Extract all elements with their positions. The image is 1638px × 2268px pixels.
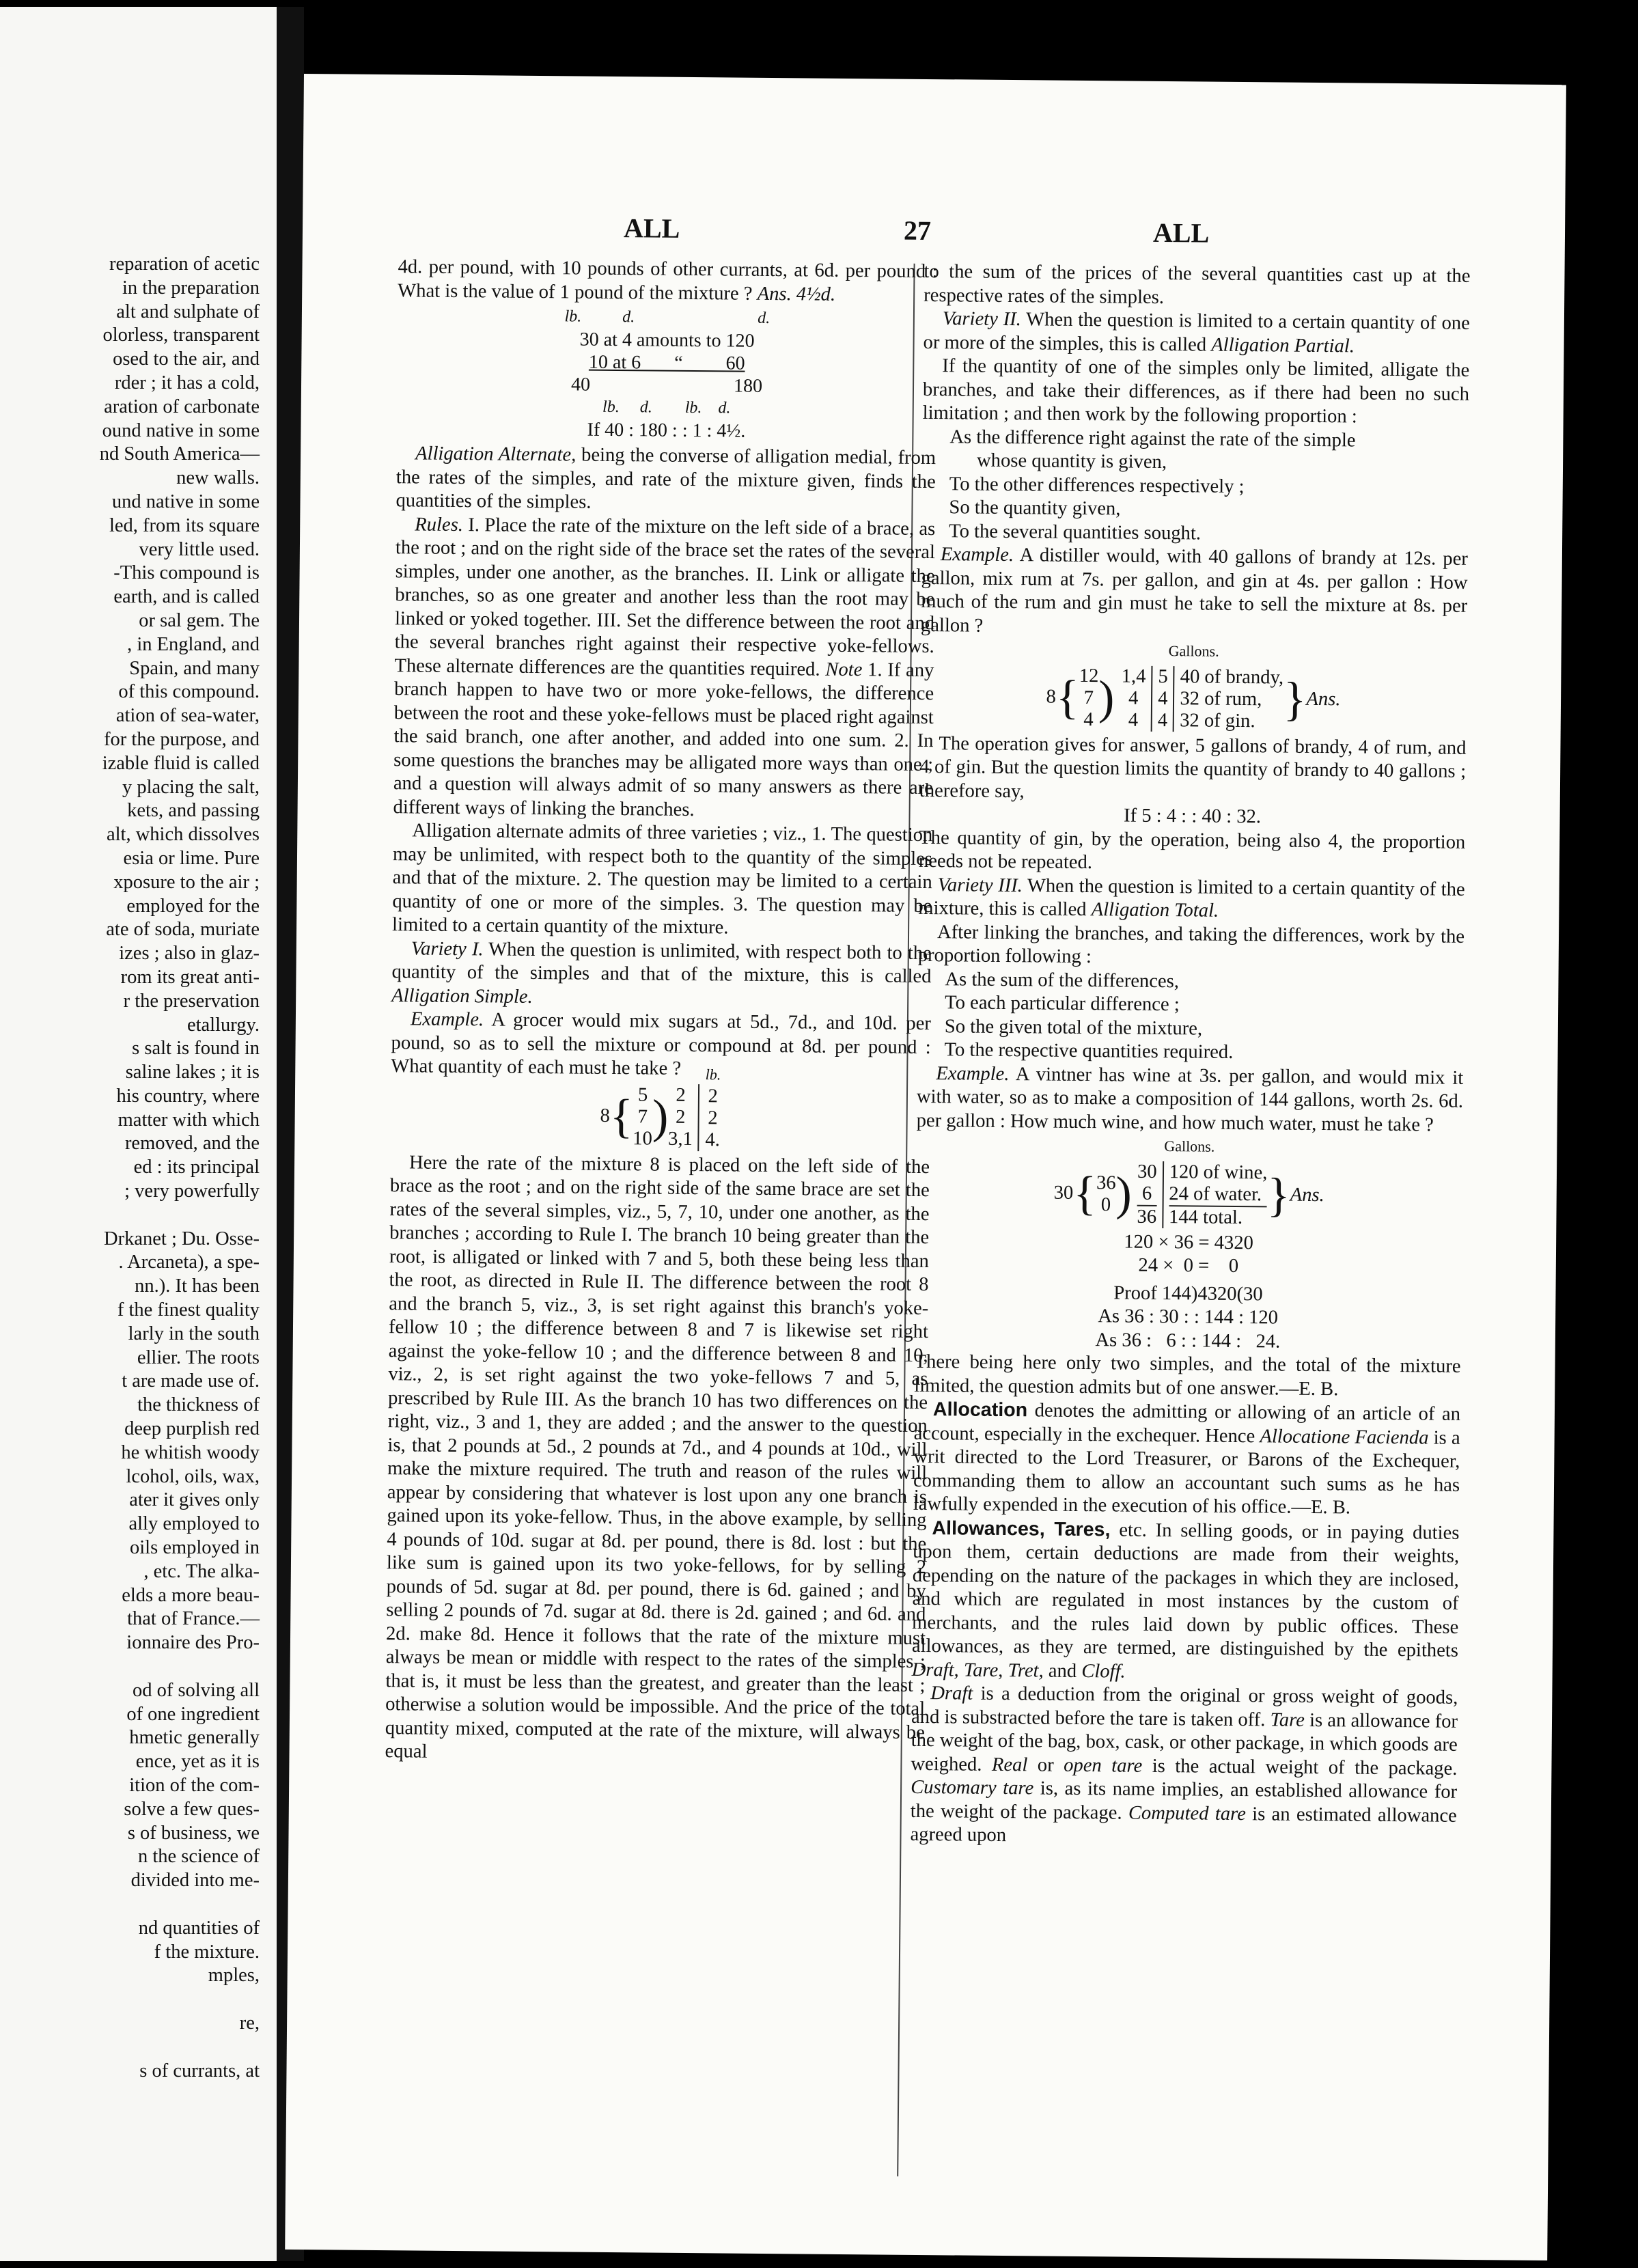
table-cell: 4.	[705, 1129, 721, 1150]
table-cell: 4	[1128, 687, 1139, 709]
table-cell: 32 of rum,	[1180, 687, 1262, 710]
brandy-unit: Gallons.	[1168, 642, 1219, 660]
previous-page-line: f the mixture.	[154, 1941, 260, 1963]
table-cell: 2	[675, 1106, 686, 1128]
proportion-line: As the sum of the differences,	[945, 968, 1180, 992]
running-head-left: ALL	[623, 212, 680, 244]
previous-page-line: izes ; also in glaz-	[119, 943, 260, 965]
previous-page-line: saline lakes ; it is	[125, 1062, 260, 1083]
previous-page-line: new walls.	[176, 467, 260, 489]
sugar-explanation: Here the rate of the mixture 8 is placed on the left side of the brace as the root ; and on the right side of the same brace are set the rates of the several simples, viz., 5, 7, 10, under one another, as the branches ; according to Rule I. The branch 10 being greater than the root, is alligated or linked with 7 and 5, both these being less than the root, as directed in Rule II. The difference between the root 8 and the branch 5, viz., 3, is set right against this branch's yoke-fellow 10 ; the difference between 8 and 7 is likewise set right against the yoke-fellow 10 ; and the difference between 8 and 10, viz., 2, is set right against the two yoke-fellows 7 and 5, as prescribed by Rule III. As the branch 10 has two differences on the right, viz., 3 and 1, they are added ; and the answer to the question is, that 2 pounds at 5d., 2 pounds at 7d., and 4 pounds at 10d., will make the mixture required. The truth and reason of the rules will appear by considering that whatever is lost upon any one branch is gained upon its yoke-fellow. Thus, in the above example, by selling 4 pounds of 10d. sugar at 8d. per pound, there is 8d. lost : but the like sum is gained upon its two yoke-fellows, for by selling 2 pounds of 5d. sugar at 8d. per pound, there is 6d. gained ; and by selling 2 pounds of 7d. sugar at 8d. there is 2d. gained ; and 6d. and 2d. make 8d. Hence it follows that the rate of the mixture must always be mean or middle with respect to the rates of the simples ; that is, it must be less than the greatest, and greater than the least ; otherwise a solution would be impossible. And the price of the total quantity mixed, computed at the rate of the mixture, will always be equal	[385, 1151, 930, 1762]
previous-page-line: Spain, and many	[129, 657, 260, 679]
previous-page-line: employed for the	[126, 895, 260, 917]
table-cell: 7	[1083, 687, 1094, 708]
previous-page-line: or sal gem. The	[139, 609, 260, 631]
scan-border	[1566, 0, 1638, 2268]
table-cell: 6	[1141, 1183, 1152, 1204]
previous-page-line: he whitish woody	[121, 1441, 260, 1463]
previous-page-line: solve a few ques-	[124, 1798, 260, 1820]
brandy-example: Example. A distiller would, with 40 gallons of brandy at 12s. per gallon, mix rum at 7s. per gallon, and gin at 4s. per gallon : How much of the rum and gin must he take to sell the mixture at 8s. per gallon ?	[920, 544, 1469, 637]
previous-page-line	[0, 1893, 260, 1917]
previous-page-line: of one ingredient	[126, 1703, 260, 1725]
previous-page-line: olorless, transparent	[102, 324, 260, 346]
previous-page-line: rom its great anti-	[120, 966, 260, 988]
gin-text: The quantity of gin, by the operation, being also 4, the proportion needs not be repeated.	[918, 827, 1466, 874]
proportion-line: So the quantity given,	[949, 497, 1121, 520]
table-cell: 5	[637, 1083, 648, 1105]
currant-question: 4d. per pound, with 10 pounds of other currants, at 6d. per pound : What is the value of 1 pound of the mixture ? Ans. 4½d.	[398, 256, 938, 305]
previous-page-line: divided into me-	[130, 1870, 260, 1892]
previous-page-line: ally employed to	[128, 1513, 260, 1535]
brandy-table: 8 { 12 7 4 ) 1,4 4 4 5 4 4 40 of brandy, 32 of rum, 32 of gin. } Ans.	[1046, 665, 1341, 732]
wine-table: 30 { 36 0 ) 30 6 36 120 of wine, 24 of water. 144 total. } Ans.	[1053, 1161, 1324, 1228]
wine-calc-2: 24 × 0 = 0	[1138, 1254, 1239, 1277]
previous-page-line: und native in some	[111, 490, 260, 512]
allowances-entry: Allowances, Tares, etc. In selling goods, or in paying duties upon them, certain deductions are made from their weights, depending on the nature of the packages in which they are inclosed, and which are regulated in most instances by the custom of merchants, and the rules laid down by public offices. These allowances, as they are termed, are distinguished by the epithets Draft, Tare, Tret, and Cloff.	[911, 1517, 1460, 1683]
table-cell: 4	[1083, 708, 1094, 730]
previous-page-line: etallurgy.	[186, 1014, 260, 1036]
wine-proof: Proof 144)4320(30	[1113, 1282, 1263, 1305]
table-cell: 24 of water.	[1169, 1183, 1262, 1205]
partial-text: If the quantity of one of the simples only be limited, alligate the branches, and take their differences, as if there had been no such limitation ; and then work by the following proportion :	[922, 355, 1470, 428]
wine-as-1: As 36 : 30 : : 144 : 120	[1098, 1305, 1279, 1329]
previous-page-line: aration of carbonate	[104, 396, 260, 417]
partial-proportion	[921, 425, 1469, 547]
previous-page-line: . Arcaneta), a spe-	[118, 1251, 260, 1273]
brandy-text: The operation gives for answer, 5 gallons of brandy, 4 of rum, and 4 of gin. But the question limits the quantity of brandy to 40 gallons ; therefore say,	[919, 732, 1467, 802]
wine-as-2: As 36 : 6 : : 144 : 24.	[1095, 1329, 1281, 1353]
previous-page-line	[0, 1655, 260, 1679]
table-cell: 7	[637, 1105, 648, 1127]
previous-page-line: osed to the air, and	[113, 348, 260, 370]
previous-page-line: led, from its square	[109, 514, 260, 536]
table-cell: 10	[633, 1127, 652, 1150]
proportion-line: To the other differences respectively ;	[949, 473, 1245, 497]
previous-page-line: y placing the salt,	[122, 776, 260, 798]
previous-page-line: r the preservation	[123, 990, 260, 1012]
sugar-table: 8 { 5 7 10 ) 2 2 3,1 lb. 2 2 4.	[600, 1065, 721, 1150]
previous-page-line: nn.). It has been	[135, 1275, 260, 1297]
varieties: Alligation alternate admits of three varieties ; viz., 1. The question may be unlimited, with respect both to the quantity of the simples and that of the mixture. 2. The question may be limited to a certain quantity of one or more of the simples. 3. The question may be limited to a certain quantity of the mixture.	[391, 820, 933, 939]
previous-page-line: matter with which	[117, 1109, 260, 1131]
previous-page-line: his country, where	[116, 1085, 260, 1107]
previous-page-line: esia or lime. Pure	[123, 847, 260, 869]
table-cell: 2	[708, 1085, 719, 1107]
table-cell: 0	[1100, 1193, 1111, 1215]
previous-page-line: izable fluid is called	[102, 752, 260, 774]
previous-page-line: nd quantities of	[138, 1917, 260, 1939]
table-cell: 4	[1158, 687, 1168, 709]
wine-unit: Gallons.	[1164, 1137, 1215, 1155]
previous-page-line: xposure to the air ;	[113, 871, 260, 893]
proportion-line: whose quantity is given,	[976, 450, 1167, 473]
allowances-headword: Allowances, Tares,	[932, 1517, 1111, 1540]
previous-page-line: ater it gives only	[129, 1489, 260, 1511]
sugar-example: Example. A grocer would mix sugars at 5d., 7d., and 10d. per pound, so as to sell the mixture or compound at 8d. per pound : What quantity of each must he take ?	[391, 1008, 932, 1079]
table-cell: 3,1	[668, 1128, 693, 1150]
previous-page-line: the thickness of	[137, 1394, 260, 1416]
previous-page-line: ed : its principal	[133, 1157, 260, 1178]
table-cell: 12	[1079, 665, 1099, 687]
page-number: 27	[903, 215, 932, 247]
total-text: After linking the branches, and taking the differences, work by the proportion following :	[917, 921, 1465, 968]
previous-page-line: ition of the com-	[129, 1775, 260, 1796]
previous-page-line: ence, yet as it is	[135, 1751, 260, 1773]
proportion-line: To the respective quantities required.	[944, 1039, 1234, 1063]
previous-page-line: t are made use of.	[122, 1370, 260, 1392]
previous-page-line: mples,	[208, 1965, 260, 1987]
table-cell: 4	[1157, 709, 1168, 731]
table-cell: 36	[1096, 1172, 1116, 1193]
previous-page-line: of this compound.	[118, 681, 260, 703]
table-cell: 2	[676, 1084, 686, 1106]
previous-page-line: kets, and passing	[127, 800, 260, 822]
variety-1: Variety I. When the question is unlimited, with respect both to the quantity of the simples and that of the mixture, this is called Alligation Simple.	[391, 937, 932, 1008]
previous-page-line: s of business, we	[127, 1822, 260, 1844]
previous-page-line: ound native in some	[102, 419, 260, 441]
previous-page-line: that of France.—	[127, 1608, 260, 1630]
wine-calc-1: 120 × 36 = 4320	[1124, 1231, 1254, 1254]
proportion-line: As the difference right against the rate of the simple	[949, 426, 1356, 451]
previous-page-line: earth, and is called	[113, 586, 260, 608]
previous-page-line: nd South America—	[99, 443, 260, 465]
previous-page-line: ate of soda, muriate	[106, 919, 260, 941]
wine-text: There being here only two simples, and the total of the mixture limited, the question admits but of one answer.—E. B.	[914, 1351, 1461, 1400]
previous-page-line: -This compound is	[113, 562, 260, 584]
table-cell: 30	[1137, 1161, 1157, 1183]
table-cell: 2	[708, 1107, 718, 1129]
alligation-alternate: Alligation Alternate, being the converse of alligation medial, from the rates of the simples, and rate of the mixture given, finds the quantities of the simples.	[395, 443, 936, 513]
proportion-line: So the given total of the mixture,	[944, 1015, 1203, 1040]
table-cell: 120 of wine,	[1169, 1161, 1268, 1183]
previous-page-line: ellier. The roots	[137, 1346, 260, 1368]
wine-example: Example. A vintner has wine at 3s. per gallon, and would mix it with water, so as to make a composition of 144 gallons, worth 2s. 6d. per gallon : How much wine, and how much water, must he take ?	[916, 1062, 1464, 1135]
previous-page-line: reparation of acetic	[109, 253, 260, 275]
previous-page-line: re,	[239, 2012, 260, 2034]
right-column	[910, 260, 1470, 1851]
running-head	[303, 209, 1565, 249]
table-cell: 1,4	[1121, 665, 1146, 687]
previous-page-line: deep purplish red	[124, 1418, 260, 1440]
table-cell: 32 of gin.	[1180, 709, 1255, 732]
previous-page-line: od of solving all	[132, 1679, 260, 1701]
previous-page	[0, 7, 277, 2261]
previous-page-line: for the purpose, and	[104, 728, 260, 750]
page-27	[285, 74, 1566, 2260]
previous-page-line: f the finest quality	[117, 1299, 260, 1321]
previous-page-line: very little used.	[139, 538, 260, 560]
right-continuation: to the sum of the prices of the several quantities cast up at the respective rates of the simples.	[924, 260, 1471, 308]
previous-page-line: , in England, and	[127, 633, 260, 655]
rules: Rules. I. Place the rate of the mixture on the left side of a brace, as the root ; and on the right side of the brace set the rates of the several simples, under one another, as the branches. II. Link or alligate the branches, so as one greater and another less than the root may be linked or yoked together. III. Set the difference between the root and the several branches right against their respective yoke-fellows. These alternate differences are the quantities required. Note 1. If any branch happen to have two or more yoke-fellows, the difference between the root and these yoke-fellows must be placed right against the said branch, one after another, and added into one sum. 2. In some questions the branches may be alligated more ways than one ; and a question will always admit of so many answers as there are different ways of linking the branches.	[393, 513, 936, 820]
left-column	[385, 255, 937, 1768]
previous-page-line: alt and sulphate of	[116, 301, 260, 322]
previous-page-text	[0, 253, 260, 2083]
previous-page-line: oils employed in	[130, 1537, 260, 1559]
previous-page-line: s salt is found in	[132, 1038, 260, 1060]
proportion-line: To the several quantities sought.	[949, 520, 1202, 544]
total-proportion	[917, 967, 1464, 1066]
table-cell: 40 of brandy,	[1180, 665, 1284, 689]
allocation-entry: Allocation denotes the admitting or allowing of an article of an account, especially in the exchequer. Hence Allocatione Facienda is a writ directed to the Lord Treasurer, or Barons of the Exchequer, commanding them to allow an accountant such sums as he has lawfully expended in the execution of his office.—E. B.	[913, 1398, 1461, 1519]
draft-tare-entry: Draft is a deduction from the original or gross weight of goods, and is substracted before the tare is taken off. Tare is an allowance for the weight of the bag, box, cask, or other package, in which goods are weighed. Real or open tare is the actual weight of the package. Customary tare is, as its name implies, an established allowance for the weight of the package. Computed tare is an estimated allowance agreed upon	[910, 1683, 1458, 1847]
table-cell: 5	[1158, 665, 1168, 687]
allocation-headword: Allocation	[932, 1398, 1028, 1422]
previous-page-line: Drkanet ; Du. Osse-	[104, 1228, 260, 1249]
previous-page-line: ; very powerfully	[124, 1180, 260, 1202]
previous-page-line: removed, and the	[124, 1133, 260, 1154]
previous-page-line: larly in the south	[128, 1323, 260, 1344]
previous-page-line: ation of sea-water,	[115, 705, 260, 727]
previous-page-line: hmetic generally	[129, 1727, 260, 1749]
previous-page-line: rder ; it has a cold,	[114, 372, 260, 393]
proportion-line: To each particular difference ;	[945, 992, 1180, 1016]
previous-page-line: elds a more beau-	[122, 1584, 260, 1606]
previous-page-line: s of currants, at	[139, 2060, 260, 2082]
currant-table: lb. d. d. 30 at 4 amounts to 120 10 at 6 “ 60 40 180 lb. d. lb. d. If 40 : 180 : : 1 : 4½.	[564, 307, 771, 442]
variety-2: Variety II. When the question is limited to a certain quantity of one or more of the simples, this is called Alligation Partial.	[923, 308, 1470, 357]
previous-page-line: n the science of	[137, 1846, 260, 1868]
previous-page-line: , etc. The alka-	[143, 1560, 260, 1582]
brandy-proportion: If 5 : 4 : : 40 : 32.	[1123, 805, 1262, 828]
previous-page-line: lcohol, oils, wax,	[126, 1465, 260, 1487]
running-head-right: ALL	[1152, 217, 1210, 249]
variety-3: Variety III. When the question is limited to a certain quantity of the mixture, this is called Alligation Total.	[918, 874, 1465, 922]
previous-page-line	[0, 1988, 260, 2012]
previous-page-line	[0, 1204, 260, 1228]
previous-page-line	[0, 2036, 260, 2060]
table-cell: 4	[1128, 709, 1139, 731]
previous-page-line: in the preparation	[122, 277, 260, 299]
previous-page-line: alt, which dissolves	[106, 824, 260, 846]
previous-page-line: ionnaire des Pro-	[126, 1632, 260, 1654]
